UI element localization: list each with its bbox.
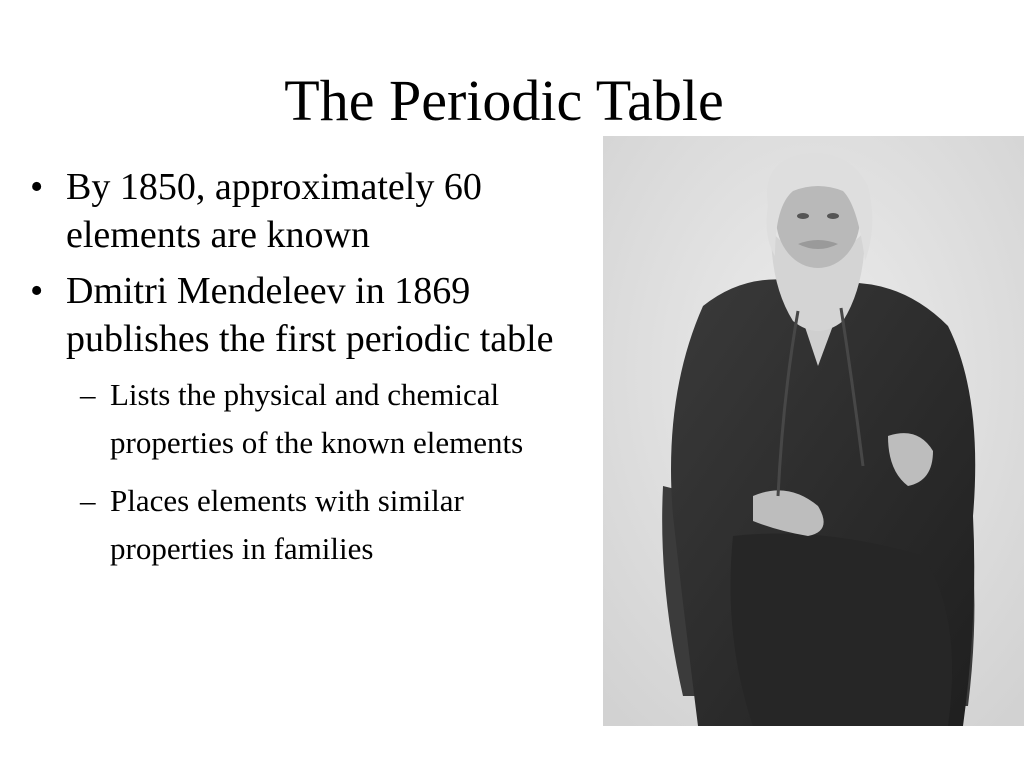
sub-bullet-group: [30, 371, 590, 573]
bullet-text: Dmitri Mendeleev in 1869 publishes the first periodic table: [66, 270, 554, 360]
bullet-text: By 1850, approximately 60 elements are known: [66, 166, 482, 256]
sub-bullet-item: [30, 371, 590, 467]
sub-bullet-list: [30, 371, 590, 573]
sub-bullet-text: Lists the physical and chemical properties of the known elements: [110, 377, 524, 460]
sub-bullet-marker: –: [80, 377, 96, 412]
slide-title: The Periodic Table: [284, 68, 724, 133]
sub-bullet-text: Places elements with similar properties in families: [110, 483, 464, 566]
bullet-marker: •: [30, 270, 44, 312]
sub-bullet-marker: –: [80, 483, 96, 518]
sub-bullet-item: [30, 477, 590, 573]
bullet-item: [30, 163, 590, 259]
portrait-photo: [603, 136, 1024, 726]
bullet-item: [30, 267, 590, 363]
bullet-list: [30, 163, 590, 583]
portrait-illustration: [603, 136, 1024, 726]
bullet-marker: •: [30, 166, 44, 208]
